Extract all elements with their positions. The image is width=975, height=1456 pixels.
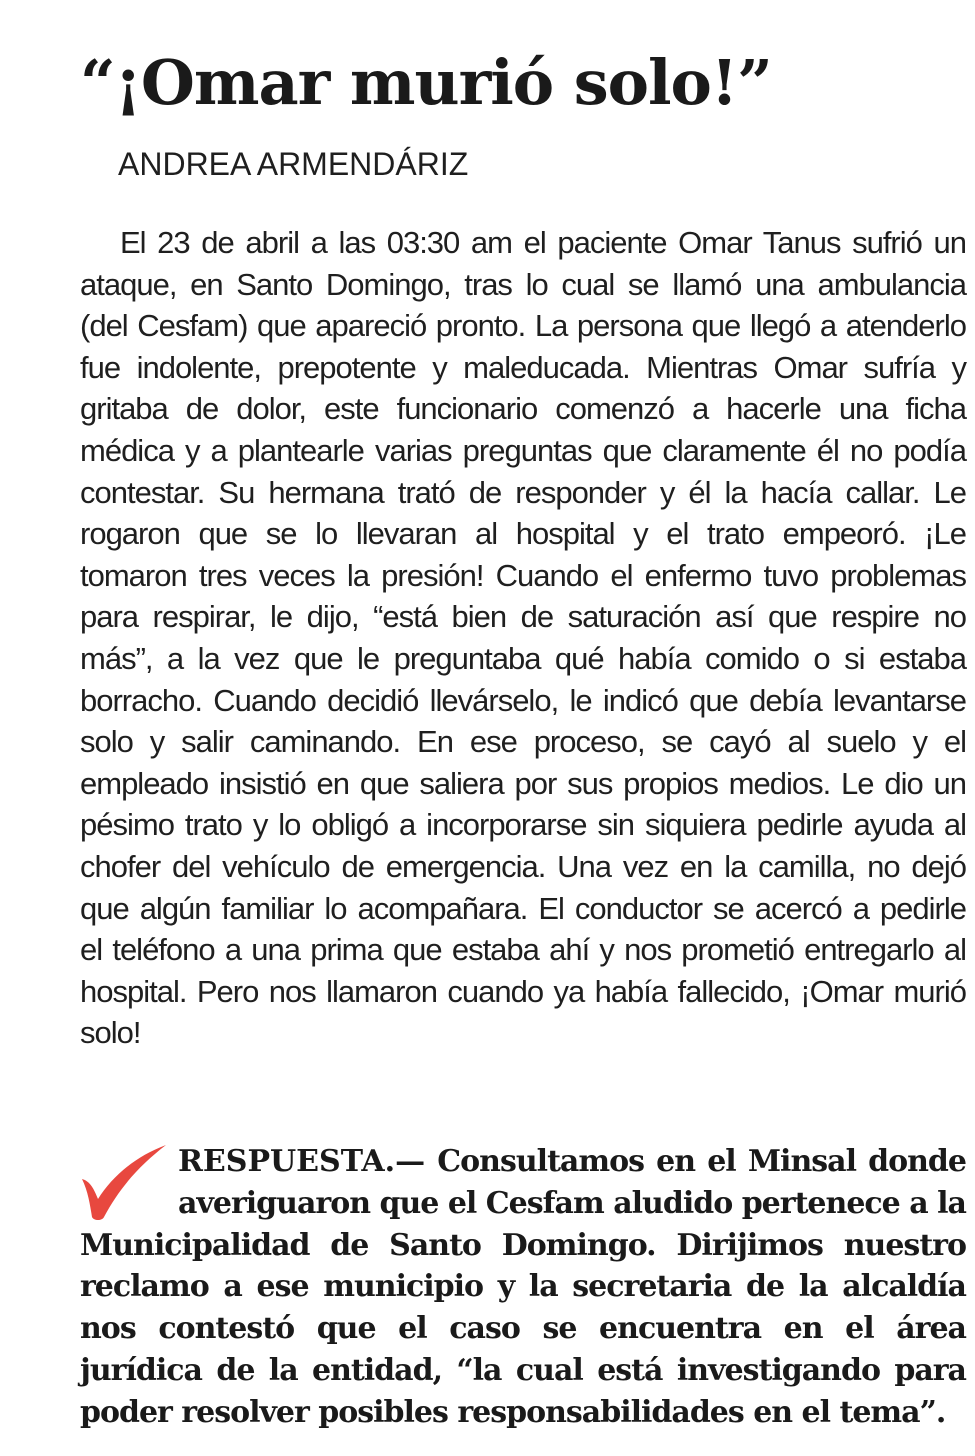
headline: “¡Omar murió solo!”	[80, 46, 772, 119]
response-text: Consultamos en el Minsal donde averiguaron que el Cesfam aludido pertenece a la Municipalidad de Santo Domingo. Dirijimos nuestro reclamo a ese municipio y la secretaria de la alcaldía nos contestó que el caso se encuentra en el área jurídica de la entidad, “la cual está investigando para poder resolver posibles responsabilidades en el tema”.	[80, 1144, 966, 1430]
author-byline: ANDREA ARMENDÁRIZ	[118, 146, 469, 182]
checkmark-icon	[78, 1143, 172, 1223]
response-label: RESPUESTA.—	[178, 1144, 426, 1179]
response-paragraph	[80, 1141, 966, 1434]
reader-letter: El 23 de abril a las 03:30 am el paciente Omar Tanus sufrió un ataque, en Santo Domingo, tras lo cual se llamó una ambulancia (del Cesfam) que apareció pronto. La persona que llegó a atenderlo fue indolente, prepotente y maleducada. Mientras Omar sufría y gritaba de dolor, este funcionario comenzó a hacerle una ficha médica y a plantearle varias preguntas que claramente él no podía contestar. Su hermana trató de responder y él la hacía callar. Le rogaron que se lo llevaran al hospital y el trato empeoró. ¡Le tomaron tres veces la presión! Cuando el enfermo tuvo problemas para respirar, le dijo, “está bien de saturación así que respire no más”, a la vez que le preguntaba qué había comido o si estaba borracho. Cuando decidió llevárselo, le indicó que debía levantarse solo y salir caminando. En ese proceso, se cayó al suelo y el empleado insistió en que saliera por sus propios medios. Le dio un pésimo trato y lo obligó a incorporarse sin siquiera pedirle ayuda al chofer del vehículo de emergencia. Una vez en la camilla, no dejó que algún familiar lo acompañara. El conductor se acercó a pedirle el teléfono a una prima que estaba ahí y nos prometió entregarlo al hospital. Pero nos llamaron cuando ya había fallecido, ¡Omar murió solo!	[80, 225, 966, 1051]
